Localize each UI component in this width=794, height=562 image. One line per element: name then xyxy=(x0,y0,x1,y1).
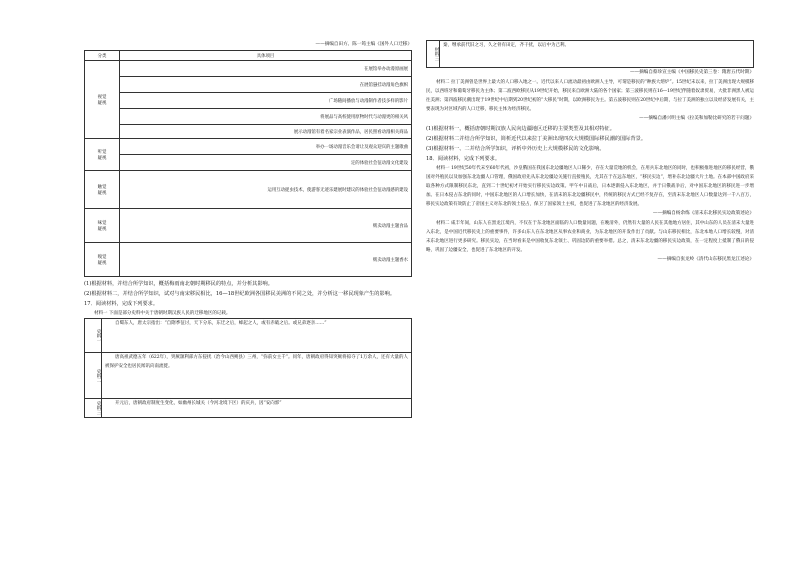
material-text: 材料二 拉丁美洲曾是世界上最大的人口移入地之一。近代以来人口流动最初由欧洲人主导，可谓是移民的“种族大熔炉”。15世纪末以来，拉丁美洲出现大规模移民，以西班牙和葡萄牙移民为主体；第二波西欧移民从19世纪开始，移民来自欧洲大陆的各个国家；第三波移民则在16—19世纪伴随着奴隶贸易，大批非洲黑人被运往美洲；第四波移民潮出现于19世纪中后期到20世纪初的“大移民”时期，以欧洲移民为主。第五波移民则在20世纪中后期，与拉丁美洲的独立以及经济发展有关，主要表现为对区域内的人口迁移，移民主体为经济移民。 xyxy=(426,80,754,112)
doc-text: 自蜀东人，唐太宗指出：“自隋季征讨，天下分乐，东迁之后，蜂起之人，或有赤破之后。或兄弟逐亲……” xyxy=(102,319,412,353)
source-citation: ——摘编自张龙岭《清代山东移民黑龙江述论》 xyxy=(657,257,754,262)
doc-label: 史料三 xyxy=(85,399,102,418)
doc-label: 材料三 xyxy=(427,41,440,67)
item-cell: 展示动漫馆有着名家宗业表演作品，居民照看动漫相关商品 xyxy=(120,125,412,139)
question-2: (2)根据材料二，并结合所学知识，试对与南宋移民相比，16—18世纪欧洲各国移民美洲的不同之处，并分析这一移民现象产生的影响。 xyxy=(84,291,396,297)
historical-docs-table xyxy=(84,318,412,418)
item-cell: 贩卖动漫主题香水 xyxy=(120,243,412,277)
question-17: 17．阅读材料，完成下列要求。 xyxy=(84,301,159,307)
material-continuation-box xyxy=(426,40,754,68)
doc-label: 史料一 xyxy=(85,319,102,353)
left-column xyxy=(84,40,412,418)
item-cell: 广场随间播放与动漫制作者技多样的影片 xyxy=(120,93,412,109)
table-header-category: 分类 xyxy=(85,51,120,61)
item-cell: 贩卖动漫主题食品 xyxy=(120,209,412,243)
source-citation: ——摘编自蔡珍宣主编《中国移民史第三卷：隋唐五代时期》 xyxy=(629,70,754,75)
material-text: 材料一 19世纪50年代末至60年代初，沙皇俄国在我国东北边疆地区人口稀少，存在大量荒地的机会，在用兵东北地区的同时，也积极推进地区的移民经营，俄国对外殖民以及加强东北边疆人口管理，俄国政府先从东北边疆边关施行直接殖民，尤其在于在远东地区，“移民实边”，增补东北边疆大片土地。在本部中国政府采取各种方式限制移民东北，直到二十世纪初才开始实行移民实边政策。甲午中日战后，日本逐渐侵入东北地区，并于日俄战争后，对中国东北地区的移民进一步增加。在日本侵占东北的同时，中国东北地区的人口增长加快，在清末的东北边疆移民中，传统的移民方式已经不复存在，至清末东北地区人口数量达到一千八百万，移民实边政策有效防止了帝国主义对东北的领土侵占，保卫了国家领土主权，也促进了东北地区的经济发展。 xyxy=(426,166,754,207)
material-intro: 材料一 下面是部分史料中关于唐朝时期汉族人民的迁移地区的记载。 xyxy=(94,311,231,316)
source-citation: ——摘编自田方、陈一筠主编《国外人口迁移》 xyxy=(315,42,412,47)
doc-text: 开元后，唐朝政府制度生变化，如幽州长城关（今河北境下区）的庆兵，因“安向郭” xyxy=(102,399,412,418)
question-1: (1)根据材料一，概括唐朝时期汉族人民向边疆地区迁移的主要类型及其相对特征。 xyxy=(426,126,615,132)
doc-label: 史料二 xyxy=(85,353,102,399)
source-citation: ——摘编自潘兴明主编《拉美和加勒比研究的若干问题》 xyxy=(639,116,754,121)
question-3: (3)根据材料一、二并结合所学知识，评析中外历史上大规模移民的文化影响。 xyxy=(426,146,605,152)
table-header-item: 具体项目 xyxy=(120,51,412,61)
material-text: 材料二 咸丰年间，山东人在黑龙江境内，不仅在于东北地区面临的人口数量问题，在晚清外，仍然有大量的人民在其他地方居住，其中山东的人员在清末大量进入东北，是中国近代移民史上的重要事件，许多山东人在东北地区从事农业和商业，为东北地区的开发作出了贡献。与山东移民相比，东北本地人口增长较慢，对清末东北地区进行更多研究。移民实边，在当时看来是中国收复东北领土、巩固边防的重要举措。总之，清末东北边疆的移民实边政策，在一定程度上抵制了俄日的侵略，巩固了边疆安全，也促进了东北地区的开发。 xyxy=(426,221,754,253)
question-2: (2)根据材料二并结合所学知识，简析近代以来拉丁美洲出现四次大规模国际移民潮的国际背景。 xyxy=(426,136,647,142)
item-cell: 在展馆悬挂动漫角色旗帜 xyxy=(120,77,412,93)
source-citation: ——摘编自杨余练《清末东北移民实边政策述论》 xyxy=(652,211,754,216)
doc-text: 秦，继承前代旧之习，久之骨有田定，齐干扰，以后中为己利。 xyxy=(443,43,569,48)
category-cell: 味觉 疑视 xyxy=(85,209,120,243)
item-cell: 将展品与高校使用原物时代与动漫更的相关风 xyxy=(120,109,412,125)
doc-text: 唐高祖武德五年（622年），突厥颉利部方东侵扰（治今山西朔县）三州，“弥前女主千”。同年，唐朝政府得知突厥将掠夺了1万余人，还有大量的人被保护安全也居民闻讯向南流徙。 xyxy=(102,353,412,399)
item-cell: 在展馆举办动漫原画展 xyxy=(120,61,412,77)
question-18: 18．阅读材料，完成下列要求。 xyxy=(426,156,501,162)
sensory-table xyxy=(84,50,412,277)
item-cell: 定的体验社会征动漫文化建设 xyxy=(120,155,412,171)
right-column xyxy=(426,40,754,265)
category-cell: 听觉 疑视 xyxy=(85,139,120,171)
category-cell: 嗅觉 疑视 xyxy=(85,243,120,277)
category-cell: 视觉 疑视 xyxy=(85,61,120,139)
question-1: (1)根据材料，并结合所学知识，概括梅雨南北朝时期移民的特点，并分析其影响。 xyxy=(84,281,273,287)
item-cell: 举办一场动漫音乐会请让及观众迎宾的主题歌曲 xyxy=(120,139,412,155)
category-cell: 触觉 疑视 xyxy=(85,171,120,209)
item-cell: 运用互动捉虫技术，使游客无迹乐建展时建议的体验社会征动漫感的建设 xyxy=(120,171,412,209)
